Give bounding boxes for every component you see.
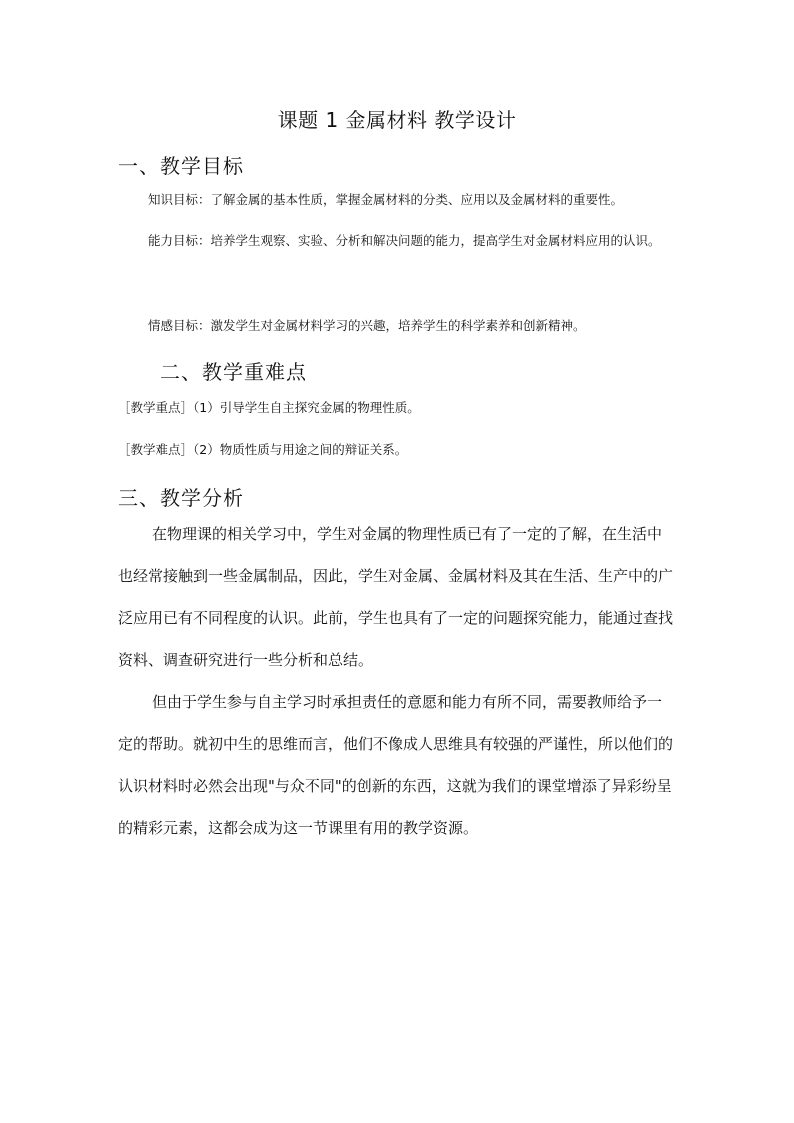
section-heading-analysis: 三、教学分析 [118,486,244,510]
goal-emotion: 情感目标：激发学生对金属材料学习的兴趣，培养学生的科学素养和创新精神。 [148,318,586,333]
section-heading-teaching-goals: 一、教学目标 [118,154,244,178]
document-title: 课题 1 金属材料 教学设计 [277,108,517,132]
analysis-paragraph-1: 在物理课的相关学习中，学生对金属的物理性质已有了一定的了解，在生活中也经常接触到一些金属制品，因此，学生对金属、金属材料及其在生活、生产中的广泛应用已有不同程度的认识。此前，学生也具有了一定的问题探究能力，能通过查找资料、调查研究进行一些分析和总结。 [118,525,674,669]
analysis-body [118,513,676,849]
section-heading-key-points: 二、教学重难点 [160,360,307,384]
key-point: ［教学重点］（1）引导学生自主探究金属的物理性质。 [118,400,420,415]
goal-knowledge: 知识目标：了解金属的基本性质，掌握金属材料的分类、应用以及金属材料的重要性。 [148,192,624,207]
analysis-paragraph-2: 但由于学生参与自主学习时承担责任的意愿和能力有所不同，需要教师给予一定的帮助。就初中生的思维而言，他们不像成人思维具有较强的严谨性，所以他们的认识材料时必然会出现"与众不同"的创新的东西，这就为我们的课堂增添了异彩纷呈的精彩元素，这都会成为这一节课里有用的教学资源。 [118,693,674,837]
difficult-point: ［教学难点］（2）物质性质与用途之间的辩证关系。 [118,442,408,457]
goal-ability: 能力目标：培养学生观察、实验、分析和解决问题的能力，提高学生对金属材料应用的认识。 [148,233,661,248]
